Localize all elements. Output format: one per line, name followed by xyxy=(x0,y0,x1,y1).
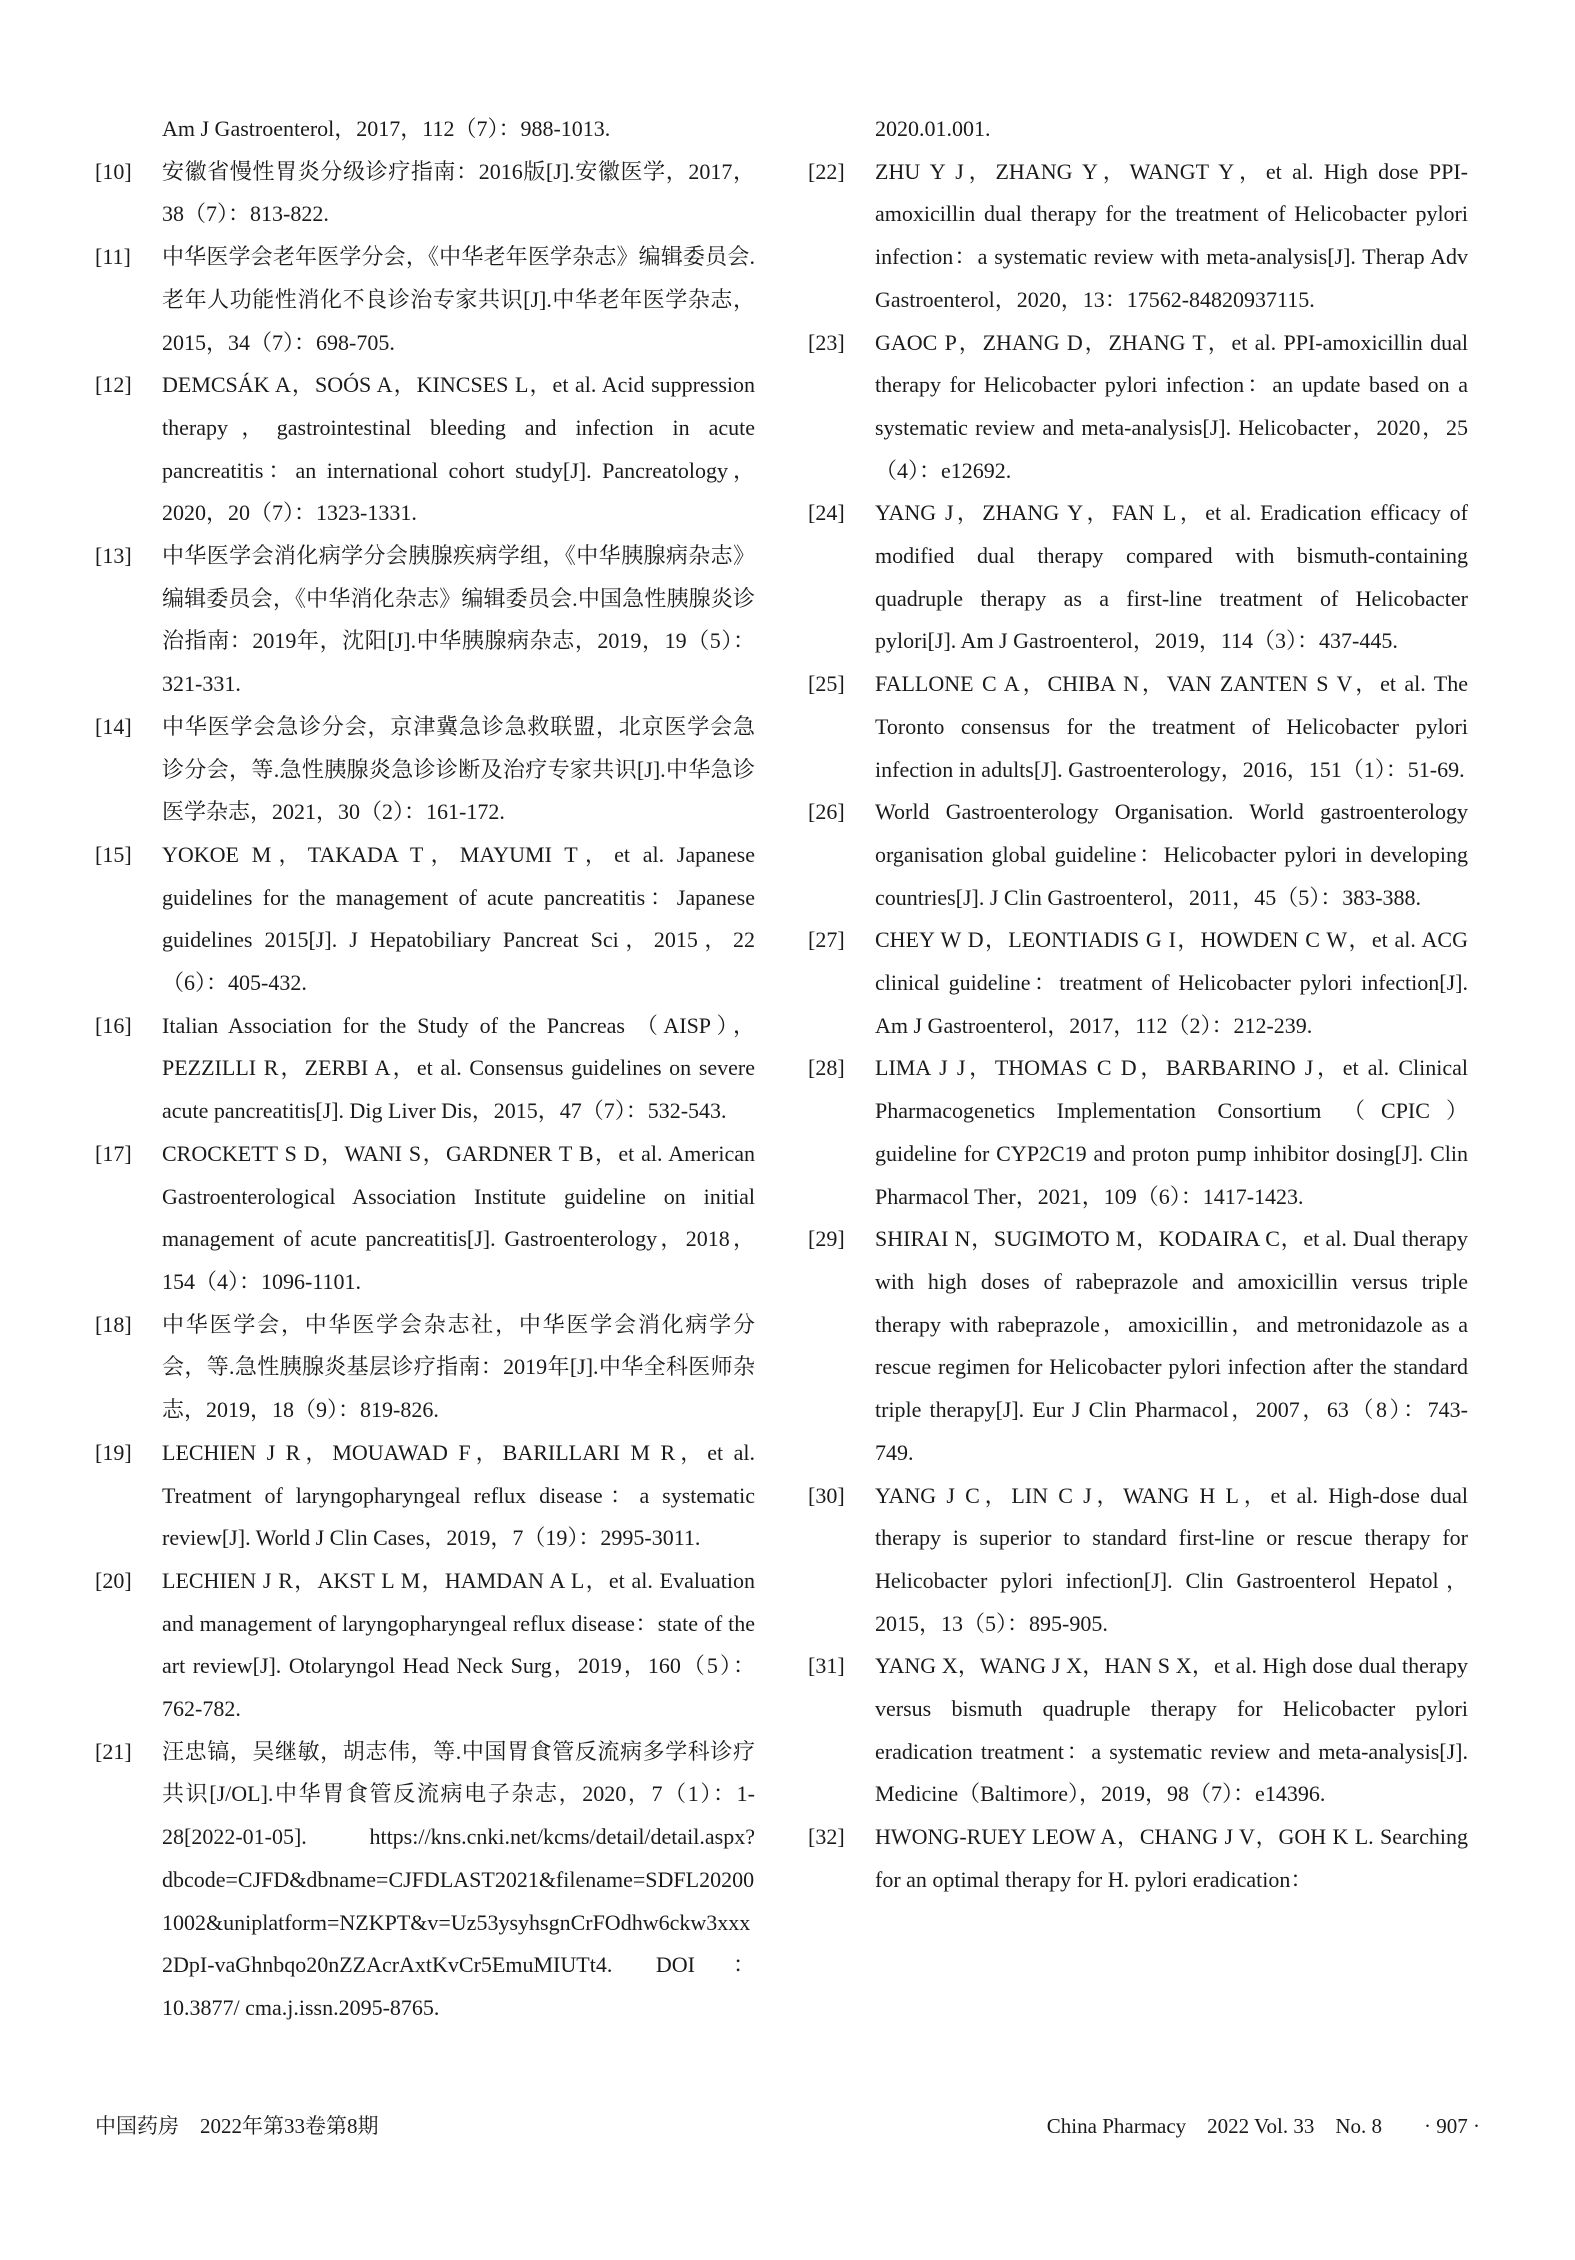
reference-entry xyxy=(95,1560,755,1731)
reference-number: [11] xyxy=(95,244,131,270)
reference-entry xyxy=(808,1645,1468,1816)
reference-text: Italian Association for the Study of the Pancreas （AISP），PEZZILLI R，ZERBI A，et al. Consensus guidelines on severe acute pancreatitis[J]. Dig Liver Dis，2015，47（7）：532-543. xyxy=(162,1012,755,1124)
reference-entry xyxy=(95,108,755,151)
reference-entry xyxy=(808,919,1468,1047)
reference-text: 中华医学会急诊分会，京津冀急诊急救联盟，北京医学会急诊分会，等.急性胰腺炎急诊诊断及治疗专家共识[J].中华急诊医学杂志，2021，30（2）：161-172. xyxy=(162,713,755,825)
reference-text: HWONG-RUEY LEOW A，CHANG J V，GOH K L. Searching for an optimal therapy for H. pylori eradication： xyxy=(875,1824,1468,1892)
reference-list-right xyxy=(808,108,1468,1902)
reference-number: [17] xyxy=(95,1140,132,1166)
reference-entry xyxy=(808,791,1468,919)
reference-number: [13] xyxy=(95,543,132,569)
reference-text: 2020.01.001. xyxy=(875,116,991,141)
reference-number: [31] xyxy=(808,1653,845,1679)
reference-number: [27] xyxy=(808,927,845,953)
reference-entry xyxy=(95,364,755,535)
reference-text: 汪忠镐，吴继敏，胡志伟，等.中国胃食管反流病多学科诊疗共识[J/OL].中华胃食管反流病电子杂志，2020，7（1）：1-28[2022-01-05]. https://kns.cnki.net/kcms/detail/detail.aspx?dbcode=CJFD&dbname=CJFDLAST2021&filename=SDFL202001002&uniplatform=NZKPT&v=Uz53ysyhsgnCrFOdhw6ckw3xxx2DpI-vaGhnbqo20nZZAcrAxtKvCr5EmuMIUTt4. DOI：10.3877/ cma.j.issn.2095-8765. xyxy=(162,1738,755,2020)
reference-number: [19] xyxy=(95,1439,132,1465)
reference-entry xyxy=(95,535,755,706)
reference-text: World Gastroenterology Organisation. World gastroenterology organisation global guideline：Helicobacter pylori in developing countries[J]. J Clin Gastroenterol，2011，45（5）：383-388. xyxy=(875,799,1468,910)
reference-entry xyxy=(808,1475,1468,1646)
reference-number: [26] xyxy=(808,799,845,825)
reference-number: [29] xyxy=(808,1226,845,1252)
page-footer xyxy=(95,2110,1480,2140)
reference-entry xyxy=(808,108,1468,151)
reference-number: [24] xyxy=(808,500,845,526)
reference-text: DEMCSÁK A，SOÓS A，KINCSES L，et al. Acid suppression therapy，gastrointestinal bleeding and infection in acute pancreatitis：an international cohort study[J]. Pancreatology，2020，20（7）：1323-1331. xyxy=(162,372,755,526)
reference-entry xyxy=(808,663,1468,791)
reference-number: [20] xyxy=(95,1567,132,1593)
reference-number: [23] xyxy=(808,329,845,355)
reference-text: 安徽省慢性胃炎分级诊疗指南：2016版[J].安徽医学，2017，38（7）：813-822. xyxy=(162,158,755,227)
reference-text: YANG J C，LIN C J，WANG H L，et al. High-dose dual therapy is superior to standard first-line or rescue therapy for Helicobacter pylori infection[J]. Clin Gastroenterol Hepatol，2015，13（5）：895-905. xyxy=(875,1482,1468,1636)
reference-text: YOKOE M，TAKADA T，MAYUMI T，et al. Japanese guidelines for the management of acute pancreatitis：Japanese guidelines 2015[J]. J Hepatobiliary Pancreat Sci，2015，22（6）：405-432. xyxy=(162,841,755,996)
reference-text: LIMA J J，THOMAS C D，BARBARINO J，et al. Clinical Pharmacogenetics Implementation Consortium （CPIC） guideline for CYP2C19 and proton pump inhibitor dosing[J]. Clin Pharmacol Ther，2021，109（6）：1417-1423. xyxy=(875,1055,1468,1209)
reference-text: LECHIEN J R，AKST L M，HAMDAN A L，et al. Evaluation and management of laryngopharyngeal reflux disease：state of the art review[J]. Otolaryngol Head Neck Surg，2019，160（5）：762-782. xyxy=(162,1567,755,1722)
reference-entry xyxy=(95,1731,755,2030)
reference-entry xyxy=(808,1816,1468,1901)
reference-entry xyxy=(808,492,1468,663)
reference-number: [18] xyxy=(95,1311,132,1337)
reference-text: LECHIEN J R，MOUAWAD F，BARILLARI M R，et al. Treatment of laryngopharyngeal reflux disease：a systematic review[J]. World J Clin Cases，2019，7（19）：2995-3011. xyxy=(162,1439,755,1551)
reference-number: [15] xyxy=(95,841,132,867)
reference-entry xyxy=(95,1304,755,1432)
reference-text: YANG X，WANG J X，HAN S X，et al. High dose dual therapy versus bismuth quadruple therapy for Helicobacter pylori eradication treatment：a systematic review and meta-analysis[J]. Medicine（Baltimore），2019，98（7）：e14396. xyxy=(875,1653,1468,1807)
reference-entry xyxy=(95,834,755,1005)
footer-journal-cn: 中国药房 2022年第33卷第8期 xyxy=(95,2114,379,2138)
reference-entry xyxy=(95,151,755,236)
reference-text: CHEY W D，LEONTIADIS G I，HOWDEN C W，et al. ACG clinical guideline：treatment of Helicobacter pylori infection[J]. Am J Gastroenterol，2017，112（2）：212-239. xyxy=(875,927,1468,1038)
reference-entry xyxy=(808,1218,1468,1474)
reference-entry xyxy=(95,236,755,364)
reference-text: GAOC P，ZHANG D，ZHANG T，et al. PPI-amoxicillin dual therapy for Helicobacter pylori infection：an update based on a systematic review and meta-analysis[J]. Helicobacter，2020，25（4）：e12692. xyxy=(875,329,1468,483)
reference-number: [12] xyxy=(95,372,132,398)
reference-number: [32] xyxy=(808,1824,845,1850)
reference-number: [22] xyxy=(808,158,845,184)
reference-number: [14] xyxy=(95,713,132,739)
reference-entry xyxy=(808,151,1468,322)
reference-entry xyxy=(808,1047,1468,1218)
reference-entry xyxy=(95,1005,755,1133)
reference-text: CROCKETT S D，WANI S，GARDNER T B，et al. American Gastroenterological Association Institute guideline on initial management of acute pancreatitis[J]. Gastroenterology，2018，154（4）：1096-1101. xyxy=(162,1140,755,1294)
reference-text: 中华医学会老年医学分会，《中华老年医学杂志》编辑委员会.老年人功能性消化不良诊治专家共识[J].中华老年医学杂志，2015，34（7）：698-705. xyxy=(162,244,755,355)
reference-entry xyxy=(808,322,1468,493)
reference-text: 中华医学会，中华医学会杂志社，中华医学会消化病学分会，等.急性胰腺炎基层诊疗指南：2019年[J].中华全科医师杂志，2019，18（9）：819-826. xyxy=(162,1311,755,1423)
reference-entry xyxy=(95,706,755,834)
reference-entry xyxy=(95,1432,755,1560)
reference-number: [16] xyxy=(95,1012,132,1038)
reference-number: [25] xyxy=(808,671,845,697)
reference-number: [10] xyxy=(95,158,132,184)
reference-number: [28] xyxy=(808,1055,845,1081)
reference-number: [30] xyxy=(808,1482,845,1508)
reference-text: SHIRAI N，SUGIMOTO M，KODAIRA C，et al. Dual therapy with high doses of rabeprazole and amoxicillin versus triple therapy with rabeprazole，amoxicillin，and metronidazole as a rescue regimen for Helicobacter pylori infection after the standard triple therapy[J]. Eur J Clin Pharmacol，2007，63（8）：743-749. xyxy=(875,1226,1468,1465)
reference-text: 中华医学会消化病学分会胰腺疾病学组，《中华胰腺病杂志》编辑委员会，《中华消化杂志》编辑委员会.中国急性胰腺炎诊治指南：2019年，沈阳[J].中华胰腺病杂志，2019，19（5）：321-331. xyxy=(162,543,755,697)
reference-text: YANG J，ZHANG Y，FAN L，et al. Eradication efficacy of modified dual therapy compared with bismuth-containing quadruple therapy as a first-line treatment of Helicobacter pylori[J]. Am J Gastroenterol，2019，114（3）：437-445. xyxy=(875,500,1468,654)
reference-number: [21] xyxy=(95,1738,132,1764)
reference-list-left xyxy=(95,108,755,2030)
reference-text: FALLONE C A，CHIBA N，VAN ZANTEN S V，et al. The Toronto consensus for the treatment of Helicobacter pylori infection in adults[J]. Gastroenterology，2016，151（1）：51-69. xyxy=(875,671,1468,782)
reference-entry xyxy=(95,1133,755,1304)
reference-text: ZHU Y J，ZHANG Y，WANGT Y，et al. High dose PPI-amoxicillin dual therapy for the treatment of Helicobacter pylori infection：a systematic review with meta-analysis[J]. Therap Adv Gastroenterol，2020，13：17562-84820937115. xyxy=(875,158,1468,312)
reference-text: Am J Gastroenterol，2017，112（7）：988-1013. xyxy=(162,116,611,141)
footer-journal-en-page: China Pharmacy 2022 Vol. 33 No. 8 · 907 · xyxy=(1046,2114,1480,2138)
